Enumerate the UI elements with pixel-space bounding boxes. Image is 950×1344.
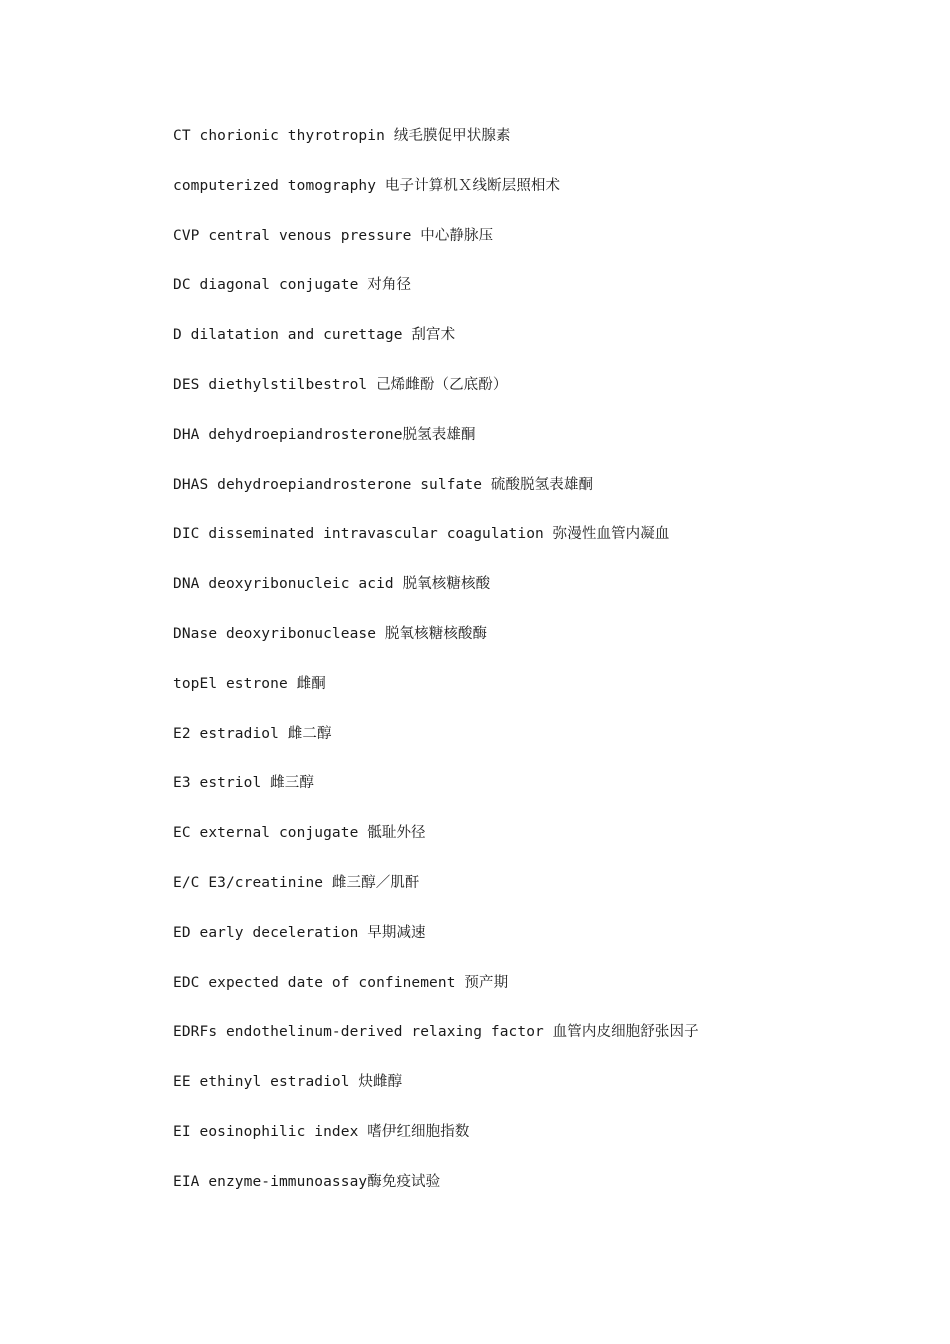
glossary-entry: EI eosinophilic index 嗜伊红细胞指数 [173,1123,470,1140]
glossary-entry: DNase deoxyribonuclease 脱氧核糖核酸酶 [173,625,488,642]
glossary-entry: EE ethinyl estradiol 炔雌醇 [173,1074,403,1091]
glossary-entry: topEl estrone 雌酮 [173,675,326,692]
glossary-entry: DIC disseminated intravascular coagulation 弥漫性血管内凝血 [173,526,670,543]
glossary-entry: D dilatation and curettage 刮宫术 [173,327,456,344]
glossary-entry: E2 estradiol 雌二醇 [173,725,332,742]
glossary-entry: DC diagonal conjugate 对角径 [173,277,412,294]
glossary-entry: DHA dehydroepiandrosterone脱氢表雄酮 [173,426,476,443]
glossary-entry: DES diethylstilbestrol 己烯雌酚（乙底酚） [173,376,508,393]
glossary-entry: EDRFs endothelinum-derived relaxing factor 血管内皮细胞舒张因子 [173,1024,699,1041]
glossary-entry: computerized tomography 电子计算机Ｘ线断层照相术 [173,177,561,194]
glossary-list [173,124,699,1220]
glossary-entry: EC external conjugate 骶耻外径 [173,825,426,842]
glossary-entry: DNA deoxyribonucleic acid 脱氧核糖核酸 [173,576,491,593]
glossary-entry: CVP central venous pressure 中心静脉压 [173,227,494,244]
glossary-entry: EIA enzyme-immunoassay酶免疫试验 [173,1173,441,1190]
glossary-entry: DHAS dehydroepiandrosterone sulfate 硫酸脱氢表雄酮 [173,476,594,493]
glossary-entry: CT chorionic thyrotropin 绒毛膜促甲状腺素 [173,128,511,144]
glossary-entry: ED early deceleration 早期减速 [173,924,426,941]
glossary-entry: EDC expected date of confinement 预产期 [173,974,509,991]
glossary-entry: E/C E3/creatinine 雌三醇／肌酐 [173,874,420,891]
glossary-entry: E3 estriol 雌三醇 [173,775,314,792]
